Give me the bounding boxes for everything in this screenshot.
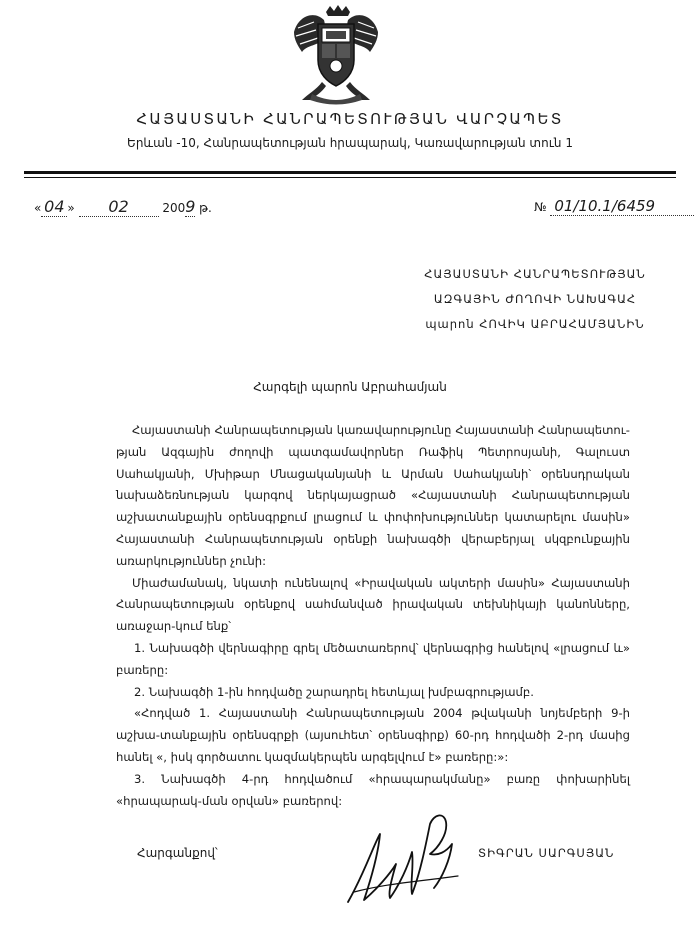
body-paragraph: Միաժամանակ, նկատի ունենալով «Իրավական ակտերի մասին» Հայաստանի Հանրապետության օրենքով սահմանված իրավական տեխնիկայի կանոնները, առաջար-կում ենք՝ <box>116 575 630 634</box>
date-year-prefix: 200 <box>162 201 186 215</box>
header-rule-thin <box>24 177 676 178</box>
reference-number-line <box>534 197 694 216</box>
date-month: 02 <box>108 197 129 216</box>
org-title: ՀԱՅԱՍՏԱՆԻ ՀԱՆՐԱՊԵՏՈՒԹՅԱՆ ՎԱՐՉԱՊԵՏ <box>136 110 564 128</box>
date-close-quote: » <box>67 201 75 215</box>
date-line <box>34 197 212 217</box>
reference-number: 01/10.1/6459 <box>554 197 656 215</box>
addressee-line: պարոն ՀՈՎԻԿ ԱԲՐԱՀԱՄՅԱՆԻՆ <box>425 317 645 331</box>
date-year-abbrev: թ. <box>199 201 212 215</box>
org-address: Երևան -10, Հանրապետության հրապարակ, Կառավարության տուն 1 <box>127 136 573 150</box>
body-item: «Հոդված 1. Հայաստանի Հանրապետության 2004 թվականի նոյեմբերի 9-ի աշխա-տանքային օրենսգրքի (այսուհետ՝ օրենսգիրք) 60-րդ հոդվածի 2-րդ մասից հանել «, իսկ գործատու կազմակերպեն արգելվում է» բառերը:»: <box>116 706 630 764</box>
date-open-quote: « <box>34 201 42 215</box>
reference-prefix: № <box>534 200 547 214</box>
handwritten-signature <box>334 804 474 914</box>
addressee-line: ՀԱՅԱՍՏԱՆԻ ՀԱՆՐԱՊԵՏՈՒԹՅԱՆ <box>424 267 646 281</box>
body-item: 2. Նախագծի 1-ին հոդվածը շարադրել հետևյալ խմբագրությամբ. <box>134 684 534 699</box>
header-rule-thick <box>24 171 676 174</box>
letter-body <box>116 420 630 812</box>
date-year-suffix: 9 <box>185 197 196 216</box>
salutation: Հարգելի պարոն Աբրահամյան <box>253 380 447 394</box>
body-paragraph: Հայաստանի Հանրապետության կառավարությունը Հայաստանի Հանրապետու-թյան Ազգային ժողովի պատգամավորներ Ռաֆիկ Պետրոսյանի, Գալուստ Սահակյանի, Մխիթար Մնացականյանի և Արման Սահակյանի՝ օրենսդրական նախաձեռնության կարգով ներկայացրած «Հայաստանի Հանրապետության աշխատանքային օրենսգրքում լրացում և փոփոխություններ կատարելու մասին» Հայաստանի Հանրապետության օրենքի նախագծի վերաբերյալ սկզբունքային առարկություններ չունի: <box>116 423 630 568</box>
coat-of-arms-icon <box>284 2 388 106</box>
closing-phrase: Հարգանքով՝ <box>137 846 218 860</box>
date-day: 04 <box>44 197 65 216</box>
addressee-block <box>400 262 670 337</box>
body-item: 1. Նախագծի վերնագիրը գրել մեծատառերով՝ վերնագրից հանելով «լրացում և» բառերը: <box>116 640 630 677</box>
addressee-line: ԱԶԳԱՅԻՆ ԺՈՂՈՎԻ ՆԱԽԱԳԱՀ <box>433 292 637 306</box>
body-item: 3. Նախագծի 4-րդ հոդվածում «հրապարակմանը» բառը փոխարինել «հրապարակ-ման օրվան» բառերով: <box>116 771 630 808</box>
signer-name: ՏԻԳՐԱՆ ՍԱՐԳՍՅԱՆ <box>478 846 615 860</box>
